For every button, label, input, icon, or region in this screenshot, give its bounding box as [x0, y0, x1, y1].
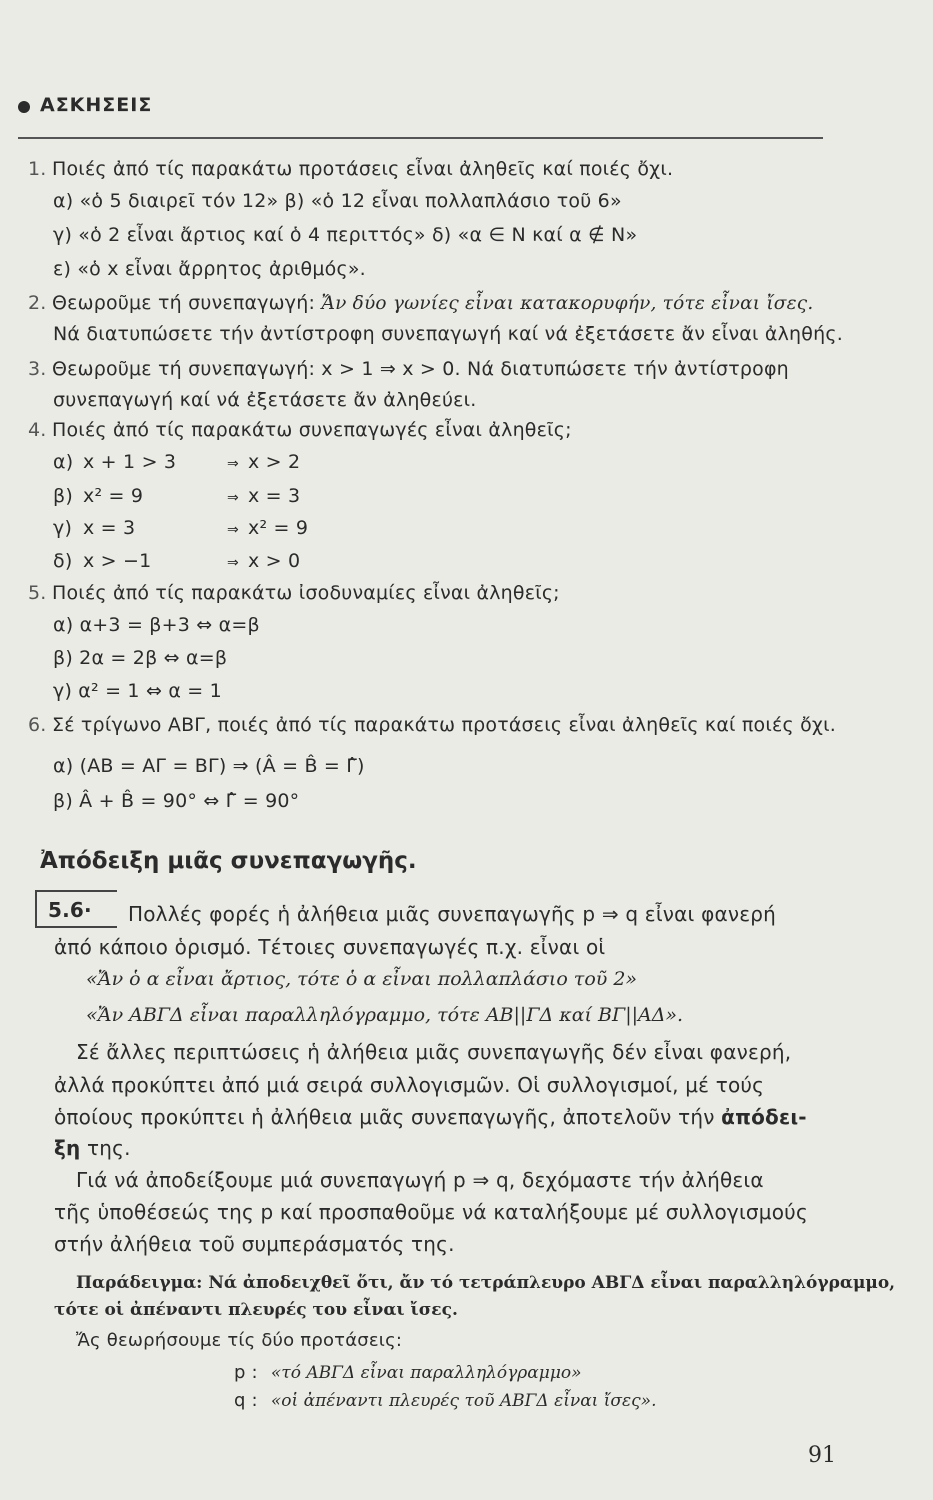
exercise-5-item-a: α) α+3 = β+3 ⇔ α=β — [53, 614, 260, 636]
paragraph-3-line-1: Γιά νά ἀποδείξουμε μιά συνεπαγωγή p ⇒ q, δεχόμαστε τήν ἀλήθεια — [76, 1168, 764, 1192]
exercise-4-item-c: γ) x = 3 ⇒ x² = 9 — [53, 517, 309, 539]
section-title: Ἀπόδειξη μιᾶς συνεπαγωγῆς. — [40, 848, 417, 874]
exercise-4-item-b: β) x² = 9 ⇒ x = 3 — [53, 485, 301, 507]
proposition-q: q : «οἱ ἀπέναντι πλευρές τοῦ ΑΒΓΔ εἶναι ἴσες». — [234, 1390, 657, 1411]
proposition-p: p : «τό ΑΒΓΔ εἶναι παραλληλόγραμμο» — [234, 1362, 582, 1383]
exercise-5: 5. Ποιές ἀπό τίς παρακάτω ἰσοδυναμίες εἶναι ἀληθεῖς; — [28, 582, 560, 604]
exercise-5-item-c: γ) α² = 1 ⇔ α = 1 — [53, 680, 222, 702]
exercise-4-item-d: δ) x > −1 ⇒ x > 0 — [53, 550, 301, 572]
exercise-6: 6. Σέ τρίγωνο ΑΒΓ, ποιές ἀπό τίς παρακάτω προτάσεις εἶναι ἀληθεῖς καί ποιές ὄχι. — [28, 714, 836, 736]
exercise-1-line-c: γ) «ὁ 2 εἶναι ἄρτιος καί ὁ 4 περιττός» δ) «α ∈ N καί α ∉ N» — [53, 224, 638, 246]
term-proof: ἀπόδει- — [721, 1105, 807, 1129]
paragraph-2-line-2: ἀλλά προκύπτει ἀπό μιά σειρά συλλογισμῶν. Οἱ συλλογισμοί, μέ τούς — [54, 1073, 765, 1097]
exercise-2-line2: Νά διατυπώσετε τήν ἀντίστροφη συνεπαγωγή καί νά ἐξετάσετε ἄν εἶναι ἀληθής. — [53, 323, 843, 345]
exercises-header — [18, 94, 152, 116]
exercise-3: 3. Θεωροῦμε τή συνεπαγωγή: x > 1 ⇒ x > 0. Νά διατυπώσετε τήν ἀντίστροφη — [28, 358, 789, 380]
exercise-4: 4. Ποιές ἀπό τίς παρακάτω συνεπαγωγές εἶναι ἀληθεῖς; — [28, 419, 572, 441]
example-line-3: Ἄς θεωρήσουμε τίς δύο προτάσεις: — [76, 1330, 403, 1351]
header-rule — [18, 137, 823, 139]
quote-2: «Ἄν ΑΒΓΔ εἶναι παραλληλόγραμμο, τότε ΑΒ||ΓΔ καί ΒΓ||ΑΔ». — [86, 1004, 684, 1026]
paragraph-1-line-1: Πολλές φορές ἡ ἀλήθεια μιᾶς συνεπαγωγῆς p ⇒ q εἶναι φανερή — [128, 902, 776, 926]
example-line-2: τότε οἱ ἀπέναντι πλευρές του εἶναι ἴσες. — [54, 1300, 458, 1320]
paragraph-1-line-2: ἀπό κάποιο ὁρισμό. Τέτοιες συνεπαγωγές π.χ. εἶναι οἱ — [54, 935, 606, 959]
paragraph-3-line-3: στήν ἀλήθεια τοῦ συμπεράσματός της. — [54, 1232, 455, 1256]
example-line-1: Παράδειγμα: Νά ἀποδειχθεῖ ὅτι, ἄν τό τετράπλευρο ΑΒΓΔ εἶναι παραλληλόγραμμο, — [76, 1273, 896, 1293]
exercise-6-item-b: β) Â + B̂ = 90° ⇔ Γ̂ = 90° — [53, 790, 300, 812]
exercise-2-statement: Ἄν δύο γωνίες εἶναι κατακορυφήν, τότε εἶναι ἴσες. — [321, 293, 814, 314]
quote-1: «Ἄν ὁ α εἶναι ἄρτιος, τότε ὁ α εἶναι πολλαπλάσιο τοῦ 2» — [86, 968, 638, 990]
exercise-2: 2. Θεωροῦμε τή συνεπαγωγή: Ἄν δύο γωνίες εἶναι κατακορυφήν, τότε εἶναι ἴσες. — [28, 292, 814, 314]
exercise-1: 1. Ποιές ἀπό τίς παρακάτω προτάσεις εἶναι ἀληθεῖς καί ποιές ὄχι. — [28, 158, 674, 180]
paragraph-2-line-4: ξη της. — [54, 1136, 131, 1160]
exercise-6-item-a: α) (AB = AΓ = BΓ) ⇒ (Â = B̂ = Γ̂) — [53, 755, 365, 777]
bullet-icon — [18, 101, 30, 113]
exercise-5-item-b: β) 2α = 2β ⇔ α=β — [53, 647, 228, 669]
exercise-4-item-a: α) x + 1 > 3 ⇒ x > 2 — [53, 451, 301, 473]
exercise-1-line-e: ε) «ὁ x εἶναι ἄρρητος ἀριθμός». — [53, 258, 366, 280]
paragraph-2-line-3: ὁποίους προκύπτει ἡ ἀλήθεια μιᾶς συνεπαγωγῆς, ἀποτελοῦν τήν ἀπόδει- — [54, 1105, 807, 1129]
page-number: 91 — [808, 1443, 836, 1468]
exercise-3-line2: συνεπαγωγή καί νά ἐξετάσετε ἄν ἀληθεύει. — [53, 389, 477, 411]
subsection-label: 5.6· — [48, 898, 92, 922]
exercise-1-line-a: α) «ὁ 5 διαιρεῖ τόν 12» β) «ὁ 12 εἶναι πολλαπλάσιο τοῦ 6» — [53, 190, 622, 212]
paragraph-2-line-1: Σέ ἄλλες περιπτώσεις ἡ ἀλήθεια μιᾶς συνεπαγωγῆς δέν εἶναι φανερή, — [76, 1040, 792, 1064]
header-title: ΑΣΚΗΣΕΙΣ — [40, 94, 153, 116]
paragraph-3-line-2: τῆς ὑποθέσεώς της p καί προσπαθοῦμε νά καταλήξουμε μέ συλλογισμούς — [54, 1200, 808, 1224]
